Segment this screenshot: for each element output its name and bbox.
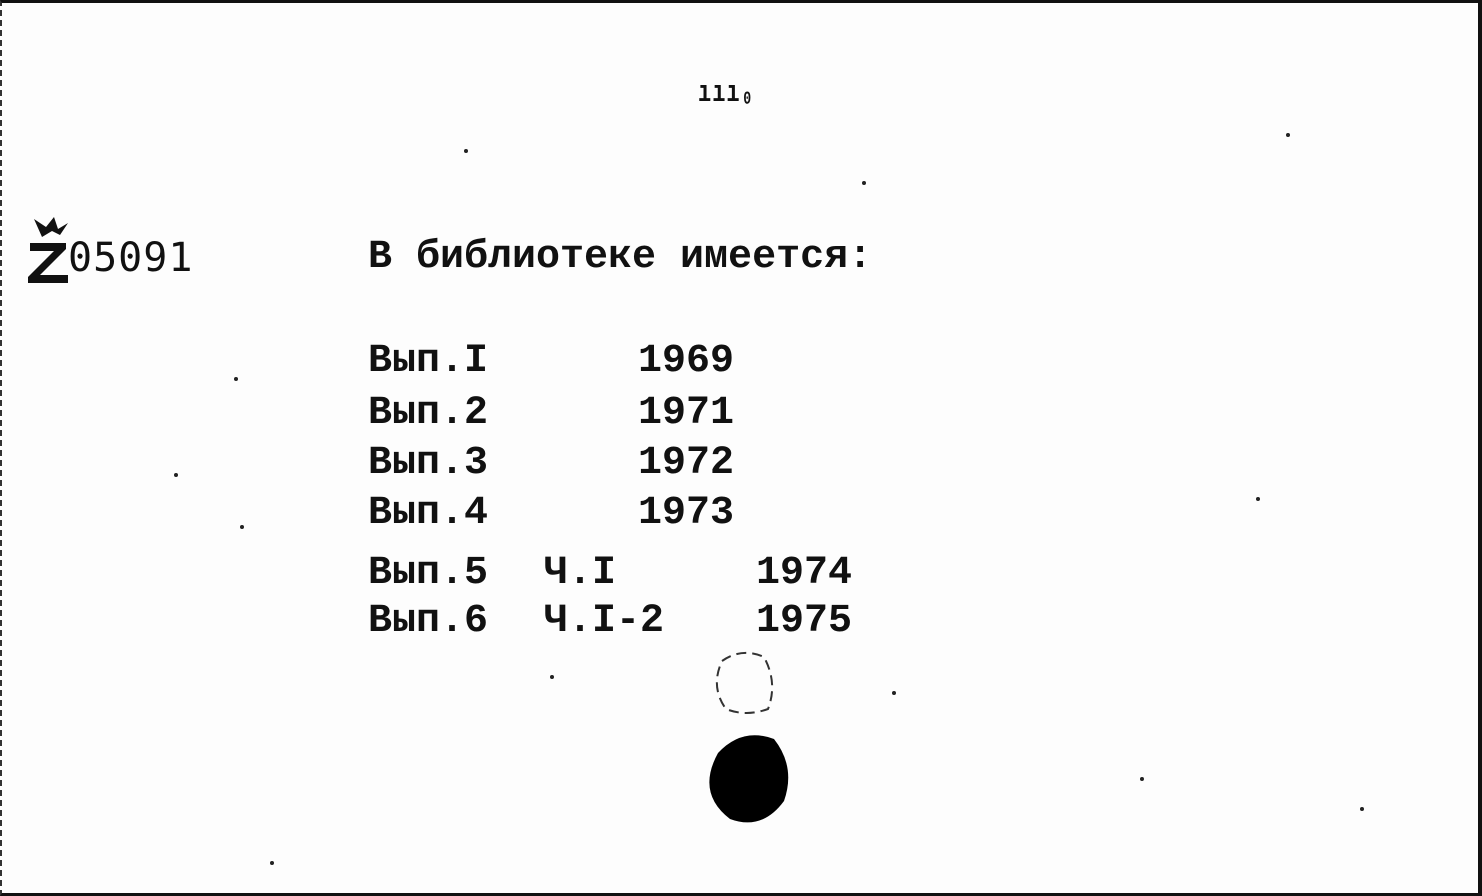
speck: [1360, 807, 1364, 811]
holding-year-1: 1969: [638, 339, 735, 384]
speck: [1140, 777, 1144, 781]
speck: [862, 181, 866, 185]
holding-year-2: 1971: [638, 391, 735, 436]
speck: [464, 149, 468, 153]
speck: [550, 675, 554, 679]
holding-year-4: 1973: [638, 491, 735, 536]
speck: [240, 525, 244, 529]
holding-issue-6: Вып.6: [368, 599, 489, 644]
holding-part-5: Ч.I: [544, 551, 617, 596]
speck: [1286, 133, 1290, 137]
holding-year-3: 1972: [638, 441, 735, 486]
holding-year-5: 1974: [756, 551, 853, 596]
holding-year-6: 1975: [756, 599, 853, 644]
speck: [174, 473, 178, 477]
speck: [270, 861, 274, 865]
speck: [1256, 497, 1260, 501]
speck: [234, 377, 238, 381]
holding-issue-3: Вып.3: [368, 441, 489, 486]
speck: [892, 691, 896, 695]
call-number: 05091: [68, 235, 194, 281]
holding-issue-1: Вып.I: [368, 339, 489, 384]
holding-issue-2: Вып.2: [368, 391, 489, 436]
holdings-heading: В библиотеке имеется:: [368, 235, 873, 280]
holding-part-6: Ч.I-2: [544, 599, 665, 644]
punch-holes: [692, 643, 802, 833]
holding-issue-4: Вып.4: [368, 491, 489, 536]
stamp-z-icon: [24, 213, 72, 285]
top-handwritten-mark: ııı₀: [698, 76, 755, 111]
holding-issue-5: Вып.5: [368, 551, 489, 596]
